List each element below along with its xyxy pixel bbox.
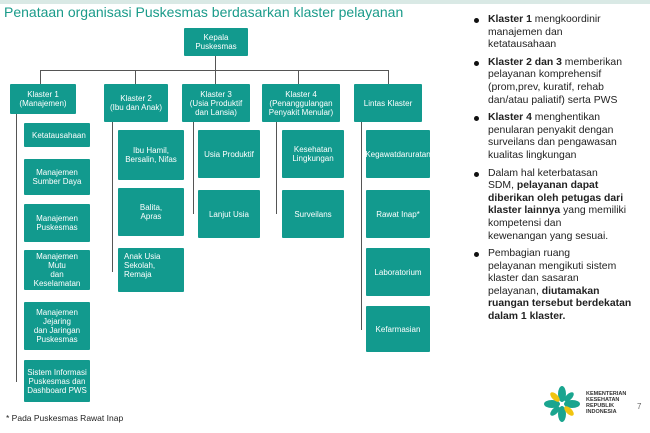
bullet-item: Pembagian ruang pelayanan mengikuti sistem klaster dan sasaran pelayanan, diutamakan ruangan tersebut berdekatan dalam 1 klaster.	[470, 248, 650, 324]
item-rawat-inap: Rawat Inap*	[366, 190, 430, 238]
bullet-dot-icon	[474, 252, 479, 257]
page-number: 7	[637, 402, 642, 411]
item-sistem-informasi: Sistem Informasi Puskesmas dan Dashboard PWS	[24, 360, 90, 402]
connector	[298, 70, 299, 84]
item-kefarmasian: Kefarmasian	[366, 306, 430, 352]
item-lanjut-usia: Lanjut Usia	[198, 190, 260, 238]
item-ibu-hamil: Ibu Hamil, Bersalin, Nifas	[118, 130, 184, 180]
klaster-4-box: Klaster 4 (Penanggulangan Penyakit Menular)	[262, 84, 340, 122]
item-manajemen-mutu: Manajemen Mutu dan Keselamatan	[24, 250, 90, 290]
connector	[40, 70, 388, 71]
connector	[112, 122, 113, 272]
item-balita: Balita, Apras	[118, 188, 184, 236]
page-title: Penataan organisasi Puskesmas berdasarkan klaster pelayanan	[4, 4, 404, 20]
footnote: * Pada Puskesmas Rawat Inap	[6, 413, 124, 423]
bullet-dot-icon	[474, 116, 479, 121]
item-manajemen-puskesmas: Manajemen Puskesmas	[24, 204, 90, 242]
item-usia-produktif: Usia Produktif	[198, 130, 260, 178]
item-ketatausahaan: Ketatausahaan	[24, 123, 90, 147]
item-laboratorium: Laboratorium	[366, 248, 430, 296]
item-manajemen-sumber-daya: Manajemen Sumber Daya	[24, 159, 90, 195]
item-kegawatdaruratan: Kegawatdaruratan	[366, 130, 430, 178]
bullet-dot-icon	[474, 61, 479, 66]
connector	[193, 122, 194, 214]
connector	[215, 70, 216, 84]
item-surveilans: Surveilans	[282, 190, 344, 238]
bullet-dot-icon	[474, 18, 479, 23]
bullet-item: Klaster 4 menghentikan penularan penyakit dengan surveilans dan pengawasan kualitas lingkungan	[470, 112, 650, 162]
item-manajemen-jejaring: Manajemen Jejaring dan Jaringan Puskesmas	[24, 302, 90, 350]
connector	[361, 122, 362, 330]
klaster-2-box: Klaster 2 (Ibu dan Anak)	[104, 84, 168, 122]
logo-text: KEMENTERIAN KESEHATAN REPUBLIK INDONESIA	[586, 391, 627, 415]
item-kesehatan-lingkungan: Kesehatan Lingkungan	[282, 130, 344, 178]
lintas-klaster-box: Lintas Klaster	[354, 84, 422, 122]
connector	[215, 56, 216, 70]
item-anak-usia-sekolah: Anak Usia Sekolah, Remaja	[118, 248, 184, 292]
klaster-3-box: Klaster 3 (Usia Produktif dan Lansia)	[182, 84, 250, 122]
connector	[135, 70, 136, 84]
bullet-item: Klaster 2 dan 3 memberikan pelayanan komprehensif (prom,prev, kuratif, rehab dan/atau paliatif) serta PWS	[470, 57, 650, 107]
connector	[40, 70, 41, 84]
bullet-item: Dalam hal keterbatasan SDM, pelayanan dapat diberikan oleh petugas dari klaster lainnya yang memiliki kompetensi dan kewenangan yang sesuai.	[470, 168, 650, 244]
bullet-list	[470, 14, 650, 329]
connector	[388, 70, 389, 84]
bullet-item: Klaster 1 mengkoordinir manajemen dan ketatausahaan	[470, 14, 650, 52]
connector	[16, 114, 17, 382]
klaster-1-box: Klaster 1 (Manajemen)	[10, 84, 76, 114]
kepala-puskesmas-box: Kepala Puskesmas	[184, 28, 248, 56]
connector	[276, 122, 277, 214]
bullet-dot-icon	[474, 172, 479, 177]
